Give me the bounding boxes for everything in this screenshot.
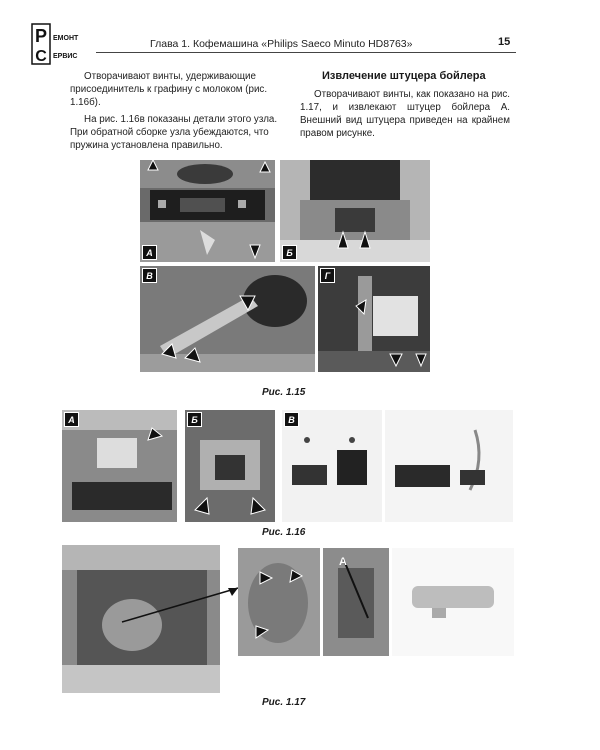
running-title: Глава 1. Кофемашина «Philips Saeco Minuto HD8763» — [150, 38, 413, 50]
paragraph: Отворачивают винты, удерживающие присоединитель к графину с молоком (рис. 1.16б). — [70, 71, 268, 108]
photo-fig-1-15-b — [280, 160, 430, 262]
panel-label: Б — [187, 412, 202, 427]
figure-caption: Рис. 1.15 — [262, 387, 306, 398]
photo-fig-1-15-v — [140, 266, 315, 372]
logo-word-bottom: ЕРВИС — [53, 53, 78, 60]
header-rule — [96, 52, 516, 53]
figure-caption: Рис. 1.16 — [262, 527, 306, 538]
panel-label: Г — [320, 268, 335, 283]
paragraph: Отворачивают винты, как показано на рис. 1.17, и извлекают штуцер бойлера А. Внешний вид штуцера приведен на крайнем правом рисунке. — [300, 89, 510, 139]
panel-label: В — [142, 268, 157, 283]
photo-fig-1-16-v — [282, 410, 382, 522]
logo-word-top: ЕМОНТ — [53, 35, 79, 42]
photo-fig-1-16-a — [62, 410, 177, 522]
arrow-icons — [238, 548, 320, 656]
publisher-logo — [30, 22, 88, 66]
photo-fig-1-17-detail — [238, 548, 320, 656]
pointer-arrow-icon — [118, 580, 248, 630]
callout-label: А — [339, 556, 347, 568]
panel-label: А — [64, 412, 79, 427]
right-column-text — [300, 88, 510, 144]
photo-fig-1-15-g — [318, 266, 430, 372]
panel-label: Б — [282, 245, 297, 260]
photo-fig-1-16-parts — [385, 410, 513, 522]
left-column-text — [70, 70, 280, 156]
panel-label: В — [284, 412, 299, 427]
logo-graphic — [30, 22, 88, 66]
logo-letter-bottom: С — [35, 48, 47, 65]
arrow-icons — [140, 266, 315, 372]
photo-fig-1-15-a — [140, 160, 275, 262]
section-heading: Извлечение штуцера бойлера — [322, 70, 486, 82]
photo-fig-1-17-callout — [323, 548, 389, 656]
page-number: 15 — [498, 36, 511, 48]
arrow-icons — [140, 160, 275, 262]
arrow-icons — [280, 160, 430, 262]
panel-label: А — [142, 245, 157, 260]
photo-fig-1-16-b — [185, 410, 275, 522]
figure-caption: Рис. 1.17 — [262, 697, 306, 708]
paragraph: На рис. 1.16в показаны детали этого узла. При обратной сборке узла убеждаются, что пружина установлена правильно. — [70, 114, 278, 151]
photo-fig-1-17-fitting — [392, 548, 514, 656]
logo-letter-top: Р — [34, 26, 48, 46]
arrow-icons — [62, 410, 177, 522]
